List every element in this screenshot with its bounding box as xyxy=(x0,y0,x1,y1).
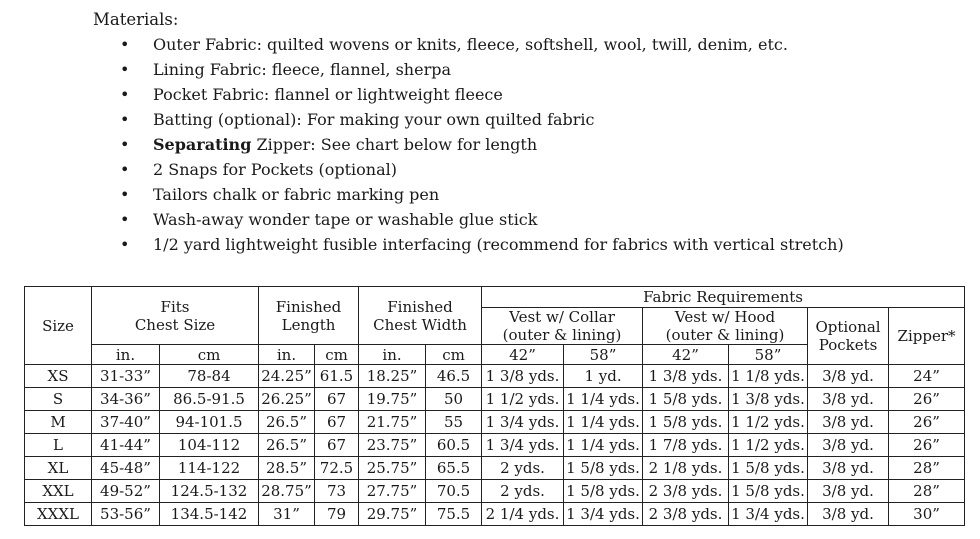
cell-collar58: 1 3/4 yds. xyxy=(564,503,643,526)
cell-len-in: 26.25” xyxy=(259,388,315,411)
table-row xyxy=(25,457,965,480)
materials-item xyxy=(93,207,844,232)
cell-hood58: 1 3/4 yds. xyxy=(729,503,808,526)
cell-collar42: 1 3/4 yds. xyxy=(482,411,564,434)
header-optional-pockets-line2: Pockets xyxy=(818,336,878,354)
cell-collar42: 1 1/2 yds. xyxy=(482,388,564,411)
cell-len-cm: 72.5 xyxy=(315,457,359,480)
cell-pockets: 3/8 yd. xyxy=(808,480,889,503)
cell-len-cm: 67 xyxy=(315,411,359,434)
cell-collar58: 1 1/4 yds. xyxy=(564,434,643,457)
cell-size: M xyxy=(25,411,92,434)
cell-collar42: 2 yds. xyxy=(482,480,564,503)
materials-item xyxy=(93,132,844,157)
cell-len-cm: 67 xyxy=(315,434,359,457)
header-length-in: in. xyxy=(259,345,315,365)
header-finished-chest-width xyxy=(359,287,482,345)
materials-item-text: Outer Fabric: quilted wovens or knits, fleece, softshell, wool, twill, denim, etc. xyxy=(153,35,788,54)
header-finished-chest-line1: Finished xyxy=(387,297,453,316)
cell-width-cm: 46.5 xyxy=(426,365,482,388)
header-hood-58: 58” xyxy=(729,345,808,365)
table-row xyxy=(25,365,965,388)
cell-hood42: 1 5/8 yds. xyxy=(643,388,729,411)
header-finished-length-line1: Finished xyxy=(275,297,342,316)
cell-pockets: 3/8 yd. xyxy=(808,503,889,526)
materials-item-text: Batting (optional): For making your own quilted fabric xyxy=(153,110,595,129)
cell-chest-cm: 124.5-132 xyxy=(160,480,259,503)
header-hood-42: 42” xyxy=(643,345,729,365)
header-vest-collar xyxy=(482,308,643,345)
materials-item-bold: Separating xyxy=(153,135,252,154)
cell-width-in: 23.75” xyxy=(359,434,426,457)
cell-pockets: 3/8 yd. xyxy=(808,411,889,434)
materials-item xyxy=(93,182,844,207)
table-row xyxy=(25,480,965,503)
header-optional-pockets-line1: Optional xyxy=(815,318,881,336)
header-finished-length xyxy=(259,287,359,345)
header-finished-chest-line2: Chest Width xyxy=(373,315,467,334)
cell-zipper: 26” xyxy=(889,411,965,434)
materials-item xyxy=(93,107,844,132)
header-width-in: in. xyxy=(359,345,426,365)
cell-hood42: 2 1/8 yds. xyxy=(643,457,729,480)
header-fabric-requirements: Fabric Requirements xyxy=(482,287,965,308)
cell-hood58: 1 3/8 yds. xyxy=(729,388,808,411)
cell-width-in: 29.75” xyxy=(359,503,426,526)
cell-len-in: 31” xyxy=(259,503,315,526)
size-chart-table xyxy=(24,286,965,526)
cell-hood58: 1 1/8 yds. xyxy=(729,365,808,388)
cell-pockets: 3/8 yd. xyxy=(808,434,889,457)
cell-collar58: 1 5/8 yds. xyxy=(564,457,643,480)
cell-width-in: 21.75” xyxy=(359,411,426,434)
cell-hood42: 2 3/8 yds. xyxy=(643,480,729,503)
cell-width-in: 18.25” xyxy=(359,365,426,388)
header-chest-in: in. xyxy=(92,345,160,365)
cell-width-in: 19.75” xyxy=(359,388,426,411)
cell-collar58: 1 1/4 yds. xyxy=(564,411,643,434)
cell-hood42: 1 3/8 yds. xyxy=(643,365,729,388)
cell-zipper: 26” xyxy=(889,388,965,411)
cell-pockets: 3/8 yd. xyxy=(808,457,889,480)
header-fits-line1: Fits xyxy=(160,297,190,316)
materials-item xyxy=(93,32,844,57)
cell-len-cm: 61.5 xyxy=(315,365,359,388)
header-size: Size xyxy=(25,287,92,365)
header-optional-pockets xyxy=(808,308,889,365)
cell-hood58: 1 5/8 yds. xyxy=(729,480,808,503)
cell-collar58: 1 5/8 yds. xyxy=(564,480,643,503)
cell-len-in: 28.75” xyxy=(259,480,315,503)
cell-width-in: 27.75” xyxy=(359,480,426,503)
cell-width-in: 25.75” xyxy=(359,457,426,480)
cell-chest-in: 45-48” xyxy=(92,457,160,480)
cell-chest-cm: 78-84 xyxy=(160,365,259,388)
cell-width-cm: 50 xyxy=(426,388,482,411)
table-row xyxy=(25,411,965,434)
table-row xyxy=(25,388,965,411)
cell-len-in: 28.5” xyxy=(259,457,315,480)
cell-hood42: 2 3/8 yds. xyxy=(643,503,729,526)
cell-zipper: 28” xyxy=(889,480,965,503)
header-length-cm: cm xyxy=(315,345,359,365)
cell-len-cm: 73 xyxy=(315,480,359,503)
cell-pockets: 3/8 yd. xyxy=(808,388,889,411)
cell-collar42: 2 1/4 yds. xyxy=(482,503,564,526)
materials-item-text: 1/2 yard lightweight fusible interfacing (recommend for fabrics with vertical stretch) xyxy=(153,235,844,254)
header-zipper: Zipper* xyxy=(889,308,965,365)
cell-width-cm: 75.5 xyxy=(426,503,482,526)
cell-hood42: 1 5/8 yds. xyxy=(643,411,729,434)
header-vest-collar-line1: Vest w/ Collar xyxy=(509,308,615,326)
header-vest-hood xyxy=(643,308,808,345)
cell-collar42: 2 yds. xyxy=(482,457,564,480)
cell-width-cm: 65.5 xyxy=(426,457,482,480)
cell-collar42: 1 3/4 yds. xyxy=(482,434,564,457)
cell-zipper: 30” xyxy=(889,503,965,526)
materials-item xyxy=(93,232,844,257)
cell-len-cm: 79 xyxy=(315,503,359,526)
cell-len-cm: 67 xyxy=(315,388,359,411)
header-vest-hood-line1: Vest w/ Hood xyxy=(674,308,776,326)
cell-size: XXXL xyxy=(25,503,92,526)
cell-size: L xyxy=(25,434,92,457)
materials-item-text: Zipper: See chart below for length xyxy=(251,135,538,154)
cell-chest-cm: 94-101.5 xyxy=(160,411,259,434)
cell-len-in: 26.5” xyxy=(259,434,315,457)
header-finished-length-line2: Length xyxy=(281,315,336,334)
cell-collar42: 1 3/8 yds. xyxy=(482,365,564,388)
cell-size: XXL xyxy=(25,480,92,503)
size-chart-body xyxy=(25,365,965,526)
header-chest-cm: cm xyxy=(160,345,259,365)
cell-zipper: 26” xyxy=(889,434,965,457)
cell-chest-in: 31-33” xyxy=(92,365,160,388)
cell-chest-in: 34-36” xyxy=(92,388,160,411)
materials-item-text: Tailors chalk or fabric marking pen xyxy=(153,185,440,204)
cell-width-cm: 70.5 xyxy=(426,480,482,503)
cell-chest-cm: 86.5-91.5 xyxy=(160,388,259,411)
cell-chest-cm: 114-122 xyxy=(160,457,259,480)
materials-item xyxy=(93,57,844,82)
cell-len-in: 24.25” xyxy=(259,365,315,388)
cell-chest-in: 49-52” xyxy=(92,480,160,503)
materials-item-text: Lining Fabric: fleece, flannel, sherpa xyxy=(153,60,451,79)
header-collar-42: 42” xyxy=(482,345,564,365)
materials-list xyxy=(93,32,844,257)
materials-item xyxy=(93,157,844,182)
header-collar-58: 58” xyxy=(564,345,643,365)
cell-chest-in: 37-40” xyxy=(92,411,160,434)
header-fits-line2: Chest Size xyxy=(134,315,216,334)
cell-hood58: 1 1/2 yds. xyxy=(729,434,808,457)
cell-collar58: 1 yd. xyxy=(564,365,643,388)
cell-collar58: 1 1/4 yds. xyxy=(564,388,643,411)
table-row xyxy=(25,434,965,457)
cell-hood58: 1 1/2 yds. xyxy=(729,411,808,434)
table-row xyxy=(25,503,965,526)
materials-item-text: Pocket Fabric: flannel or lightweight fleece xyxy=(153,85,503,104)
cell-zipper: 24” xyxy=(889,365,965,388)
cell-zipper: 28” xyxy=(889,457,965,480)
materials-item-text: 2 Snaps for Pockets (optional) xyxy=(153,160,397,179)
cell-chest-cm: 134.5-142 xyxy=(160,503,259,526)
header-vest-collar-line2: (outer & lining) xyxy=(502,326,622,344)
cell-size: S xyxy=(25,388,92,411)
materials-item-text: Wash-away wonder tape or washable glue stick xyxy=(153,210,538,229)
cell-chest-cm: 104-112 xyxy=(160,434,259,457)
cell-pockets: 3/8 yd. xyxy=(808,365,889,388)
cell-width-cm: 60.5 xyxy=(426,434,482,457)
cell-width-cm: 55 xyxy=(426,411,482,434)
header-width-cm: cm xyxy=(426,345,482,365)
cell-hood42: 1 7/8 yds. xyxy=(643,434,729,457)
cell-chest-in: 41-44” xyxy=(92,434,160,457)
materials-heading: Materials: xyxy=(93,10,179,29)
materials-item xyxy=(93,82,844,107)
cell-chest-in: 53-56” xyxy=(92,503,160,526)
cell-size: XS xyxy=(25,365,92,388)
cell-hood58: 1 5/8 yds. xyxy=(729,457,808,480)
header-vest-hood-line2: (outer & lining) xyxy=(665,326,785,344)
materials-section xyxy=(93,8,844,257)
cell-size: XL xyxy=(25,457,92,480)
header-fits-chest xyxy=(92,287,259,345)
cell-len-in: 26.5” xyxy=(259,411,315,434)
